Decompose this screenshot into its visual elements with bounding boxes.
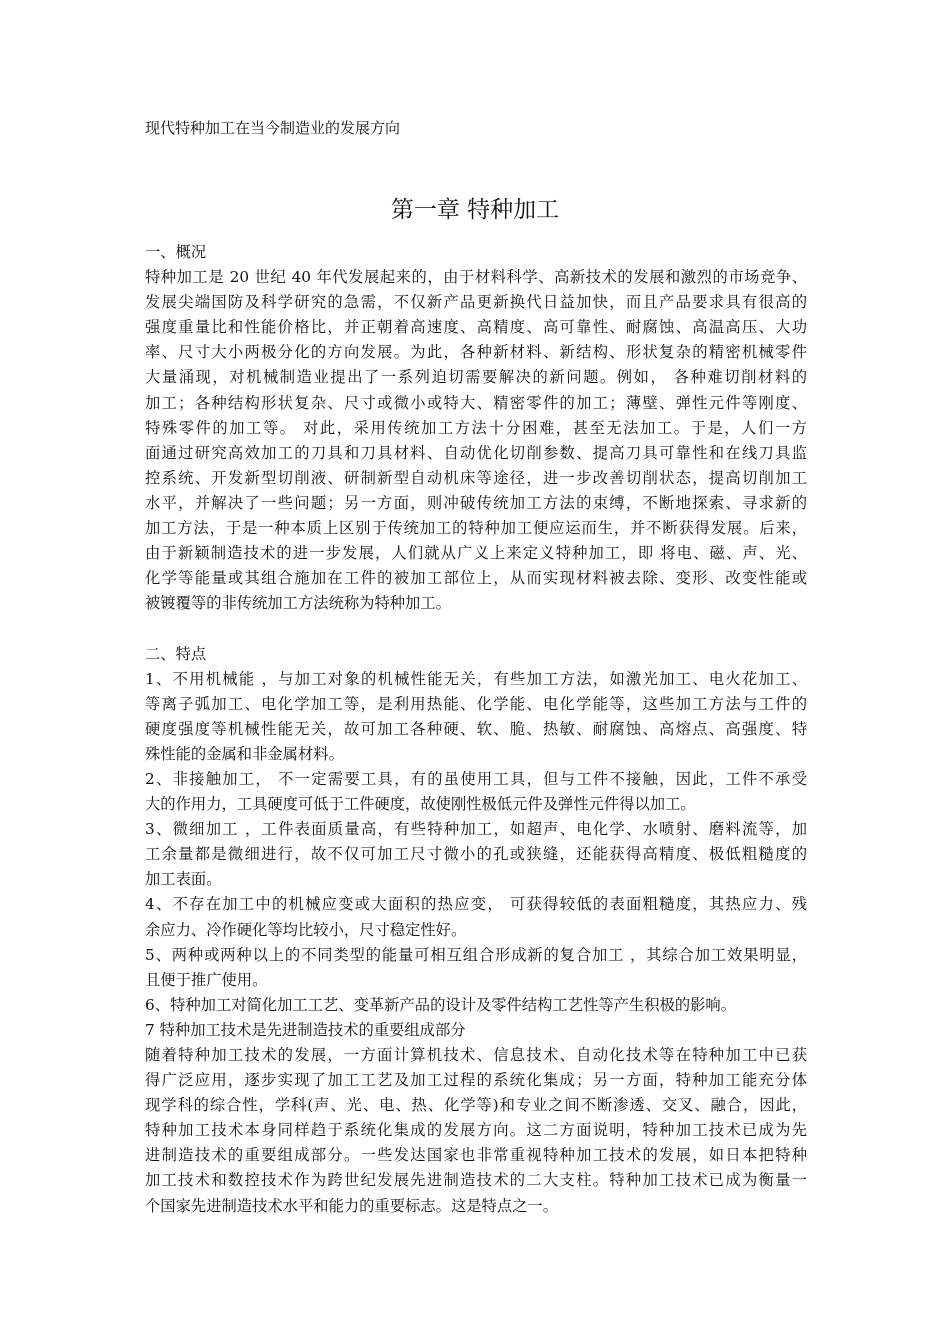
- text-line: 特种加工技术本身同样趋于系统化集成的发展方向。这二方面说明，特种加工技术已成为先: [145, 1121, 807, 1140]
- text-line: 得广泛应用，逐步实现了加工工艺及加工过程的系统化集成；另一方面，特种加工能充分体: [145, 1071, 807, 1090]
- text-line: 加工技术和数控技术作为跨世纪发展先进制造技术的二大支柱。特种加工技术已成为衡量一: [145, 1171, 807, 1190]
- text-line: 强度重量比和性能价格比，并正朝着高速度、高精度、高可靠性、耐腐蚀、高温高压、大功: [145, 318, 807, 337]
- document-title: 现代特种加工在当今制造业的发展方向: [145, 119, 401, 137]
- text-line: 水平，并解决了一些问题；另一方面，则冲破传统加工方法的束缚，不断地探索、寻求新的: [145, 493, 807, 512]
- text-line: 发展尖端国防及科学研究的急需，不仅新产品更新换代日益加快，而且产品要求具有很高的: [145, 293, 807, 312]
- text-line: 大量涌现，对机械制造业提出了一系列迫切需要解决的新问题。例如， 各种难切削材料的: [145, 368, 807, 387]
- text-line: 化学等能量或其组合施加在工件的被加工部位上，从而实现材料被去除、变形、改变性能或: [145, 569, 807, 588]
- text-line: 5、两种或两种以上的不同类型的能量可相互组合形成新的复合加工 ，其综合加工效果明显，: [145, 945, 807, 964]
- text-line: 被镀覆等的非传统加工方法统称为特种加工。: [145, 594, 451, 613]
- section-heading-overview: 一、概况: [145, 243, 207, 261]
- text-line: 进制造技术的重要组成部分。一些发达国家也非常重视特种加工技术的发展，如日本把特种: [145, 1146, 807, 1165]
- text-line: 加工方法，于是一种本质上区别于传统加工的特种加工便应运而生，并不断获得发展。后来，: [145, 519, 807, 538]
- section-overview-text: [145, 265, 807, 616]
- document-body: [145, 240, 807, 1219]
- chapter-title: 第一章 特种加工: [390, 197, 560, 223]
- text-line: 6、特种加工对简化加工工艺、变革新产品的设计及零件结构工艺性等产生积极的影响。: [145, 995, 737, 1014]
- text-line: 面通过研究高效加工的刀具和刀具材料、自动优化切削参数、提高刀具可靠性和在线刀具监: [145, 443, 807, 462]
- text-line: 殊性能的金属和非金属材料。: [145, 744, 344, 763]
- text-line: 特种加工是 20 世纪 40 年代发展起来的，由于材料科学、高新技术的发展和激烈的市场竞争、: [145, 268, 807, 287]
- section-features-text: [145, 667, 807, 1219]
- text-line: 等离子弧加工、电化学加工等，是利用热能、化学能、电化学能等，这些加工方法与工件的: [145, 694, 807, 713]
- text-line: 特殊零件的加工等。 对此，采用传统加工方法十分困难，甚至无法加工。于是，人们一方: [145, 418, 807, 437]
- text-line: 加工表面。: [145, 870, 222, 889]
- text-line: 1、不用机械能 ，与加工对象的机械性能无关，有些加工方法，如激光加工、电火花加工、: [145, 669, 807, 688]
- text-line: 3、微细加工 ，工件表面质量高，有些特种加工，如超声、电化学、水喷射、磨料流等，加: [145, 820, 807, 839]
- text-line: 硬度强度等机械性能无关，故可加工各种硬、软、脆、热敏、耐腐蚀、高熔点、高强度、特: [145, 719, 807, 738]
- text-line: 2、非接触加工， 不一定需要工具，有的虽使用工具，但与工件不接触，因此，工件不承受: [145, 769, 807, 788]
- text-line: 4、不存在加工中的机械应变或大面积的热应变， 可获得较低的表面粗糙度，其热应力、残: [145, 895, 807, 914]
- text-line: 由于新颖制造技术的进一步发展，人们就从广义上来定义特种加工，即 将电、磁、声、光、: [145, 544, 807, 563]
- paragraph-gap: [145, 616, 807, 641]
- text-line: 个国家先进制造技术水平和能力的重要标志。这是特点之一。: [145, 1196, 559, 1215]
- text-line: 工余量都是微细进行，故不仅可加工尺寸微小的孔或狭缝，还能获得高精度、极低粗糙度的: [145, 845, 807, 864]
- text-line: 随着特种加工技术的发展，一方面计算机技术、信息技术、自动化技术等在特种加工中已获: [145, 1046, 807, 1064]
- text-line: 余应力、冷作硬化等均比较小，尺寸稳定性好。: [145, 920, 467, 939]
- section-heading-features: 二、特点: [145, 644, 207, 663]
- text-line: 控系统、开发新型切削液、研制新型自动机床等途径，进一步改善切削状态，提高切削加工: [145, 468, 807, 487]
- text-line: 且便于推广使用。: [145, 970, 268, 989]
- text-line: 加工；各种结构形状复杂、尺寸或微小或特大、精密零件的加工；薄壁、弹性元件等刚度、: [145, 393, 807, 412]
- text-line: 7 特种加工技术是先进制造技术的重要组成部分: [145, 1020, 466, 1039]
- text-line: 现学科的综合性，学科(声、光、电、热、化学等)和专业之间不断渗透、交叉、融合，因此，: [145, 1096, 807, 1115]
- text-line: 率、尺寸大小两极分化的方向发展。为此，各种新材料、新结构、形状复杂的精密机械零件: [145, 343, 807, 362]
- text-line: 大的作用力，工具硬度可低于工件硬度，故使刚性极低元件及弹性元件得以加工。: [145, 795, 696, 814]
